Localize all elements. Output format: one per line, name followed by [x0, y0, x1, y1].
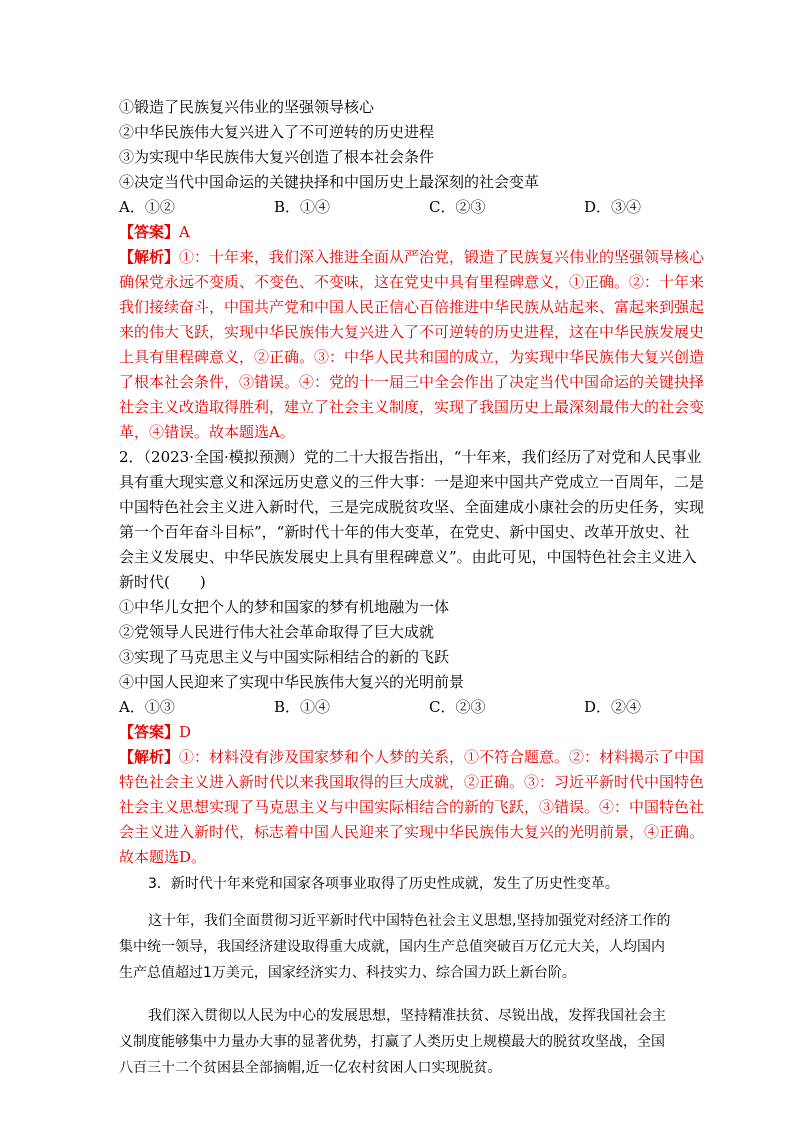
q1-item-4: ④决定当代中国命运的关键抉择和中国历史上最深刻的社会变革	[119, 173, 540, 191]
q2-stem-line-4: 第一个百年奋斗目标”，“新时代十年的伟大变革，在党史、新中国史、改革开放史、社	[119, 523, 690, 541]
q1-analysis-line-8: 革，④错误。故本题选A。	[119, 423, 295, 441]
q1-analysis-line-3: 我们接续奋斗，中国共产党和中国人民正信心百倍推进中华民族从站起来、富起来到强起	[119, 298, 705, 316]
q1-analysis-line-7: 社会主义改造取得胜利，建立了社会主义制度，实现了我国历史上最深刻最伟大的社会变	[119, 398, 705, 416]
q3-paragraph-1-line-2: 集中统一领导，我国经济建设取得重大成就，国内生产总值突破百万亿元大关，人均国内	[119, 939, 665, 955]
q2-option-d: D．②④	[584, 698, 642, 716]
q2-option-b: B．①④	[274, 698, 331, 716]
q3-paragraph-1-line-3: 生产总值超过1万美元，国家经济实力、科技实力、综合国力跃上新台阶。	[119, 965, 576, 981]
q2-analysis-label: 【解析】	[119, 748, 180, 766]
q2-analysis-line-1: 【解析】①：材料没有涉及国家梦和个人梦的关系，①不符合题意。②：材料揭示了中国	[119, 748, 705, 766]
q3-paragraph-2-line-2: 义制度能够集中力量办大事的显著优势，打赢了人类历史上规模最大的脱贫攻坚战，全国	[119, 1034, 665, 1050]
q1-option-a: A．①②	[119, 198, 175, 216]
q1-analysis-label: 【解析】	[119, 248, 180, 266]
q3-paragraph-2-line-1: 我们深入贯彻以人民为中心的发展思想，坚持精准扶贫、尽锐出战，发挥我国社会主	[148, 1008, 666, 1024]
q3-title: 3．新时代十年来党和国家各项事业取得了历史性成就，发生了历史性变革。	[148, 876, 619, 892]
q2-answer	[119, 722, 191, 742]
q1-analysis-line-1: 【解析】①：十年来，我们深入推进全面从严治党，锻造了民族复兴伟业的坚强领导核心	[119, 248, 705, 266]
q1-answer	[119, 222, 190, 242]
q2-stem-line-2: 具有重大现实意义和深远历史意义的三件大事：一是迎来中国共产党成立一百周年，二是	[119, 473, 705, 491]
q1-analysis-line-5: 上具有里程碑意义，②正确。③：中华人民共和国的成立，为实现中华民族伟大复兴创造	[119, 348, 705, 366]
q2-analysis-line-4: 会主义进入新时代，标志着中国人民迎来了实现中华民族伟大复兴的光明前景，④正确。	[119, 823, 705, 841]
q1-answer-label: 【答案】	[119, 223, 180, 241]
q1-item-2: ②中华民族伟大复兴进入了不可逆转的历史进程	[119, 123, 435, 141]
q2-analysis-line-2: 特色社会主义进入新时代以来我国取得的巨大成就，②正确。③：习近平新时代中国特色	[119, 773, 705, 791]
q2-item-3: ③实现了马克思主义与中国实际相结合的新的飞跃	[119, 648, 450, 666]
q2-item-1: ①中华儿女把个人的梦和国家的梦有机地融为一体	[119, 598, 450, 616]
q1-options	[119, 197, 739, 217]
q2-stem-line-1: 2．（2023·全国·模拟预测）党的二十大报告指出，“十年来，我们经历了对党和人民事业	[119, 448, 702, 466]
q2-stem-line-5: 会主义发展史、中华民族发展史上具有里程碑意义”。由此可见，中国特色社会主义进入	[119, 548, 697, 566]
q1-analysis-line-6: 了根本社会条件，③错误。④：党的十一届三中全会作出了决定当代中国命运的关键抉择	[119, 373, 705, 391]
q3-paragraph-1-line-1: 这十年，我们全面贯彻习近平新时代中国特色社会主义思想,坚持加强党对经济工作的	[148, 913, 671, 929]
q1-item-3: ③为实现中华民族伟大复兴创造了根本社会条件	[119, 148, 435, 166]
q1-option-d: D．③④	[584, 198, 642, 216]
q1-option-c: C．②③	[429, 198, 486, 216]
q3-paragraph-2-line-3: 八百三十二个贫困县全部摘帽,近一亿农村贫困人口实现脱贫。	[119, 1060, 502, 1076]
q1-item-1: ①锻造了民族复兴伟业的坚强领导核心	[119, 98, 375, 116]
q1-analysis-line-2: 确保党永远不变质、不变色、不变味，这在党史中具有里程碑意义，①正确。②：十年来	[119, 273, 705, 291]
q2-item-4: ④中国人民迎来了实现中华民族伟大复兴的光明前景	[119, 673, 465, 691]
q2-answer-value: D	[179, 723, 192, 741]
q1-answer-value: A	[179, 223, 190, 241]
q2-options	[119, 697, 739, 717]
q2-stem-line-3: 中国特色社会主义进入新时代，三是完成脱贫攻坚、全面建成小康社会的历史任务，实现	[119, 498, 705, 516]
q1-option-b: B．①④	[274, 198, 331, 216]
q2-answer-label: 【答案】	[119, 723, 180, 741]
q2-item-2: ②党领导人民进行伟大社会革命取得了巨大成就	[119, 623, 435, 641]
q2-stem-line-6: 新时代( )	[119, 573, 206, 591]
q2-option-c: C．②③	[429, 698, 486, 716]
q2-analysis-line-5: 故本题选D。	[119, 848, 207, 866]
q2-option-a: A．①③	[119, 698, 175, 716]
q2-analysis-line-3: 社会主义思想实现了马克思主义与中国实际相结合的新的飞跃，③错误。④：中国特色社	[119, 798, 705, 816]
q1-analysis-line-4: 来的伟大飞跃，实现中华民族伟大复兴进入了不可逆转的历史进程，这在中华民族发展史	[119, 323, 705, 341]
